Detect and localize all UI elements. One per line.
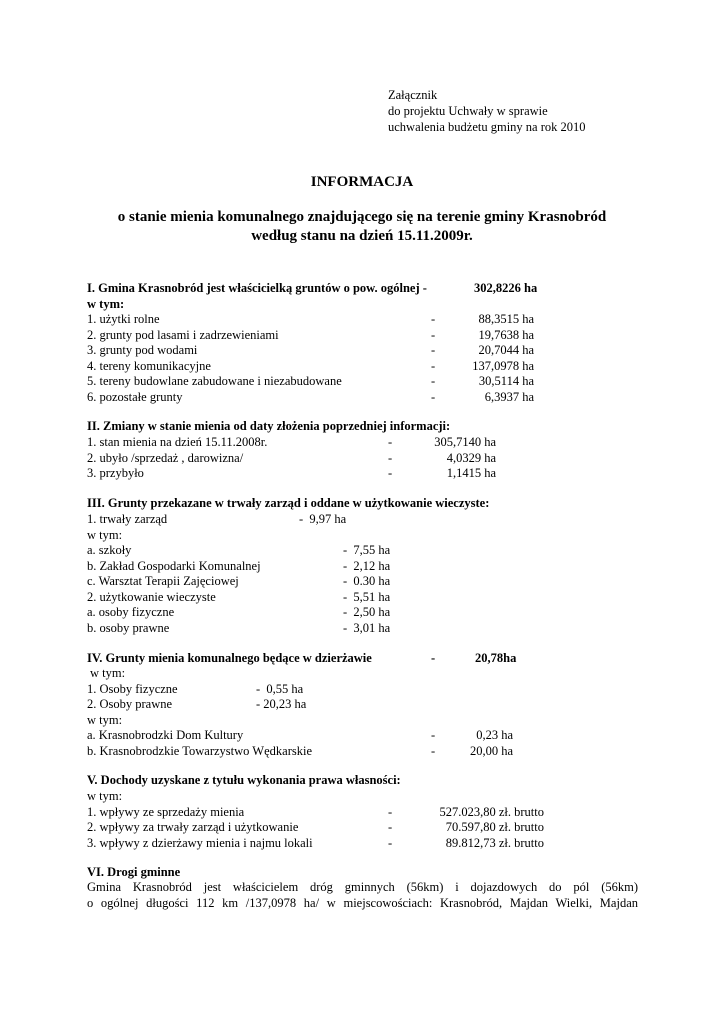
section-6-heading: VI. Drogi gminne	[87, 865, 181, 879]
section-2-item-dash: -	[388, 466, 393, 480]
attachment-line-3: uchwalenia budżetu gminy na rok 2010	[388, 120, 586, 134]
section-6-line-2: o ogólnej długości 112 km /137,0978 ha/ w miejscowościach: Krasnobród, Majdan Wielki, Majdan	[87, 896, 638, 910]
section-4-wtym: w tym:	[90, 666, 126, 680]
section-1-item-dash: -	[431, 374, 436, 388]
section-1-item-value: 137,0978 ha	[472, 359, 534, 373]
section-5-item-value: 89.812,73 zł. brutto	[445, 836, 544, 850]
section-3-item-value: - 5,51 ha	[343, 590, 391, 604]
attachment-line-1: Załącznik	[388, 88, 438, 102]
subtitle-line-2: według stanu na dzień 15.11.2009r.	[251, 228, 473, 244]
section-4-person-label: 1. Osoby fizyczne	[87, 682, 178, 696]
section-1-item-label: 5. tereny budowlane zabudowane i niezabudowane	[87, 374, 342, 388]
section-1-wtym: w tym:	[87, 297, 125, 311]
section-2-item-label: 1. stan mienia na dzień 15.11.2008r.	[87, 435, 268, 449]
section-3-wtym: w tym:	[87, 528, 123, 542]
section-5-item-dash: -	[388, 836, 393, 850]
attachment-line-2: do projektu Uchwały w sprawie	[388, 104, 548, 118]
section-4-total: 20,78ha	[475, 651, 517, 665]
section-3-heading: III. Grunty przekazane w trwały zarząd i oddane w użytkowanie wieczyste:	[87, 496, 490, 510]
section-3-item-value: - 7,55 ha	[343, 543, 391, 557]
section-3-item-value: - 2,50 ha	[343, 605, 391, 619]
subtitle-line-1: o stanie mienia komunalnego znajdującego się na terenie gminy Krasnobród	[117, 209, 607, 225]
section-4-entity-value: 0,23 ha	[476, 728, 513, 742]
section-1-item-label: 6. pozostałe grunty	[87, 390, 183, 404]
section-1-item-value: 30,5114 ha	[478, 374, 534, 388]
section-5-item-label: 3. wpływy z dzierżawy mienia i najmu lokali	[87, 836, 313, 850]
section-2-item-value: 305,7140 ha	[434, 435, 496, 449]
section-3-trwaly-value: - 9,97 ha	[299, 512, 347, 526]
section-1-item-label: 3. grunty pod wodami	[87, 343, 198, 357]
section-1-heading: I. Gmina Krasnobród jest właścicielką gruntów o pow. ogólnej -	[87, 281, 427, 295]
section-1-item-label: 4. tereny komunikacyjne	[87, 359, 211, 373]
section-4-person-value: - 20,23 ha	[256, 697, 307, 711]
section-1-total: 302,8226 ha	[474, 281, 538, 295]
section-2-item-label: 3. przybyło	[87, 466, 144, 480]
section-2-heading: II. Zmiany w stanie mienia od daty złożenia poprzedniej informacji:	[87, 419, 451, 433]
section-3-item-label: b. Zakład Gospodarki Komunalnej	[87, 559, 261, 573]
section-5-item-value: 70.597,80 zł. brutto	[445, 820, 544, 834]
section-6-line-1: Gmina Krasnobród jest właścicielem dróg gminnych (56km) i dojazdowych do pól (56km)	[87, 880, 638, 894]
section-3-item-label: 2. użytkowanie wieczyste	[87, 590, 216, 604]
section-4-wtym-2: w tym:	[87, 713, 123, 727]
section-1-item-label: 1. użytki rolne	[87, 312, 160, 326]
attachment-note	[388, 87, 586, 135]
section-4-entity-dash: -	[431, 744, 436, 758]
section-1-item-dash: -	[431, 359, 436, 373]
section-1-item-dash: -	[431, 328, 436, 342]
section-3-item-value: - 0.30 ha	[343, 574, 391, 588]
section-1-item-value: 88,3515 ha	[478, 312, 534, 326]
section-4-dash: -	[431, 651, 436, 665]
section-4-entity-label: b. Krasnobrodzkie Towarzystwo Wędkarskie	[87, 744, 312, 758]
section-3-item-label: a. osoby fizyczne	[87, 605, 175, 619]
section-3-item-value: - 3,01 ha	[343, 621, 391, 635]
section-1-item-value: 6,3937 ha	[484, 390, 534, 404]
section-2-item-label: 2. ubyło /sprzedaż , darowizna/	[87, 451, 244, 465]
section-2-item-value: 4,0329 ha	[446, 451, 496, 465]
section-1-item-dash: -	[431, 390, 436, 404]
section-4-entity-value: 20,00 ha	[469, 744, 513, 758]
section-1-item-value: 19,7638 ha	[478, 328, 534, 342]
section-2-item-dash: -	[388, 451, 393, 465]
section-5-heading: V. Dochody uzyskane z tytułu wykonania prawa własności:	[87, 773, 401, 787]
section-4-person-label: 2. Osoby prawne	[87, 697, 173, 711]
section-1-item-label: 2. grunty pod lasami i zadrzewieniami	[87, 328, 279, 342]
section-1-item-value: 20,7044 ha	[478, 343, 534, 357]
section-3-item-label: c. Warsztat Terapii Zajęciowej	[87, 574, 239, 588]
section-5-wtym: w tym:	[87, 789, 123, 803]
section-5-item-label: 2. wpływy za trwały zarząd i użytkowanie	[87, 820, 299, 834]
section-5-item-dash: -	[388, 805, 393, 819]
section-4-entity-dash: -	[431, 728, 436, 742]
section-4-heading: IV. Grunty mienia komunalnego będące w dzierżawie	[87, 651, 372, 665]
section-3-trwaly-label: 1. trwały zarząd	[87, 512, 168, 526]
section-5-item-value: 527.023,80 zł. brutto	[439, 805, 544, 819]
section-5-item-label: 1. wpływy ze sprzedaży mienia	[87, 805, 245, 819]
section-4-entity-label: a. Krasnobrodzki Dom Kultury	[87, 728, 244, 742]
section-1-item-dash: -	[431, 312, 436, 326]
section-2-item-value: 1,1415 ha	[446, 466, 496, 480]
section-3-item-label: a. szkoły	[87, 543, 132, 557]
section-3-item-label: b. osoby prawne	[87, 621, 170, 635]
section-4-person-value: - 0,55 ha	[256, 682, 304, 696]
document-title: INFORMACJA	[310, 174, 414, 190]
section-6-paragraph	[87, 879, 638, 911]
section-1-item-dash: -	[431, 343, 436, 357]
section-2-item-dash: -	[388, 435, 393, 449]
section-5-item-dash: -	[388, 820, 393, 834]
section-3-item-value: - 2,12 ha	[343, 559, 391, 573]
